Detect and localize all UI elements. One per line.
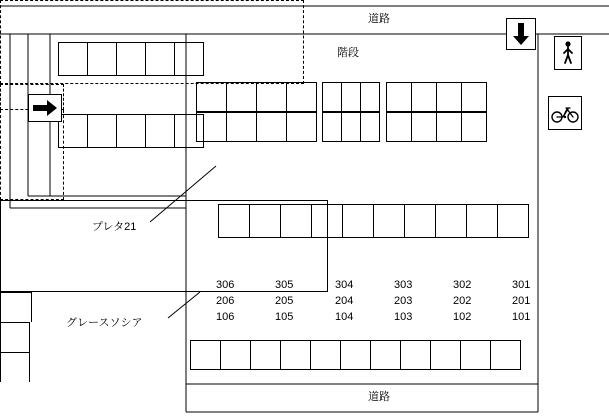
parking-stall	[116, 114, 146, 148]
unit-cell	[386, 82, 412, 112]
unit-cell	[256, 112, 287, 142]
unit-number: 204	[335, 295, 354, 307]
unit-number: 202	[453, 295, 472, 307]
parking-stall	[249, 204, 281, 238]
unit-number: 305	[275, 279, 294, 291]
unit-cell	[226, 82, 257, 112]
upper-left-units-row2	[196, 112, 317, 142]
pedestrian-icon	[559, 40, 577, 66]
unit-cell	[461, 82, 487, 112]
parking-stall	[190, 340, 221, 370]
unit-number: 306	[216, 279, 235, 291]
middle-parking-row	[218, 204, 529, 238]
unit-cell	[360, 112, 380, 142]
parking-stall	[87, 42, 117, 76]
parking-stall	[280, 204, 312, 238]
building-label-grace-socia: グレースソシア	[66, 317, 143, 329]
parking-stall	[58, 42, 88, 76]
parking-stall	[373, 204, 405, 238]
unit-cell	[436, 112, 462, 142]
unit-number: 101	[512, 311, 531, 323]
parking-stall	[430, 340, 461, 370]
unit-cell	[436, 82, 462, 112]
parking-stall	[145, 42, 175, 76]
unit-number: 203	[394, 295, 413, 307]
parking-stall	[311, 204, 343, 238]
stairs-label: 階段	[337, 47, 359, 59]
unit-cell	[386, 112, 412, 142]
parking-stall	[342, 204, 374, 238]
upper-right-units-row1	[386, 82, 487, 112]
unit-number: 303	[394, 279, 413, 291]
unit-number: 102	[453, 311, 472, 323]
upper-right-units-row2	[386, 112, 487, 142]
down-arrow-icon	[512, 22, 530, 46]
parking-stall	[145, 114, 175, 148]
unit-number: 201	[512, 295, 531, 307]
parking-stall	[250, 340, 281, 370]
unit-cell	[322, 82, 342, 112]
parking-stall	[58, 114, 88, 148]
unit-cell	[461, 112, 487, 142]
unit-cell	[256, 82, 287, 112]
parking-stall	[490, 340, 521, 370]
unit-cell	[196, 82, 227, 112]
unit-cell	[411, 82, 437, 112]
right-arrow-icon	[32, 99, 58, 117]
parking-stall	[370, 340, 401, 370]
right-arrow-sign	[28, 94, 62, 122]
road-label-top: 道路	[368, 13, 390, 25]
left-parking-row-top	[58, 42, 204, 76]
unit-cell	[286, 112, 317, 142]
unit-number: 301	[512, 279, 531, 291]
parking-stall	[116, 42, 146, 76]
unit-cell	[360, 82, 380, 112]
road-label-bottom: 道路	[368, 391, 390, 403]
unit-number: 106	[216, 311, 235, 323]
unit-cell	[226, 112, 257, 142]
left-parking-row-bottom	[58, 114, 204, 148]
parking-stall	[220, 340, 251, 370]
parking-stall	[280, 340, 311, 370]
parking-stall	[497, 204, 529, 238]
building-label-pureta21: プレタ21	[92, 221, 137, 233]
unit-number: 205	[275, 295, 294, 307]
unit-number: 103	[394, 311, 413, 323]
parking-stall	[174, 42, 204, 76]
bicycle-icon	[551, 102, 579, 124]
unit-number: 105	[275, 311, 294, 323]
parking-stall	[310, 340, 341, 370]
parking-stall	[218, 204, 250, 238]
unit-cell	[341, 112, 361, 142]
parking-stall	[466, 204, 498, 238]
parking-stall	[340, 340, 371, 370]
unit-cell	[411, 112, 437, 142]
unit-number: 206	[216, 295, 235, 307]
upper-core-row1	[322, 82, 380, 112]
parking-stall	[400, 340, 431, 370]
upper-core-row2	[322, 112, 380, 142]
parking-stall	[87, 114, 117, 148]
unit-number: 302	[453, 279, 472, 291]
parking-stall	[460, 340, 491, 370]
unit-cell	[341, 82, 361, 112]
unit-cell	[322, 112, 342, 142]
parking-stall	[435, 204, 467, 238]
unit-cell	[286, 82, 317, 112]
parking-stall	[404, 204, 436, 238]
bicycle-sign	[548, 96, 582, 130]
pedestrian-sign	[554, 36, 582, 70]
lower-parking-row	[190, 340, 521, 370]
down-arrow-sign	[506, 18, 536, 50]
unit-number: 304	[335, 279, 354, 291]
upper-left-units-row1	[196, 82, 317, 112]
unit-number: 104	[335, 311, 354, 323]
unit-cell	[196, 112, 227, 142]
